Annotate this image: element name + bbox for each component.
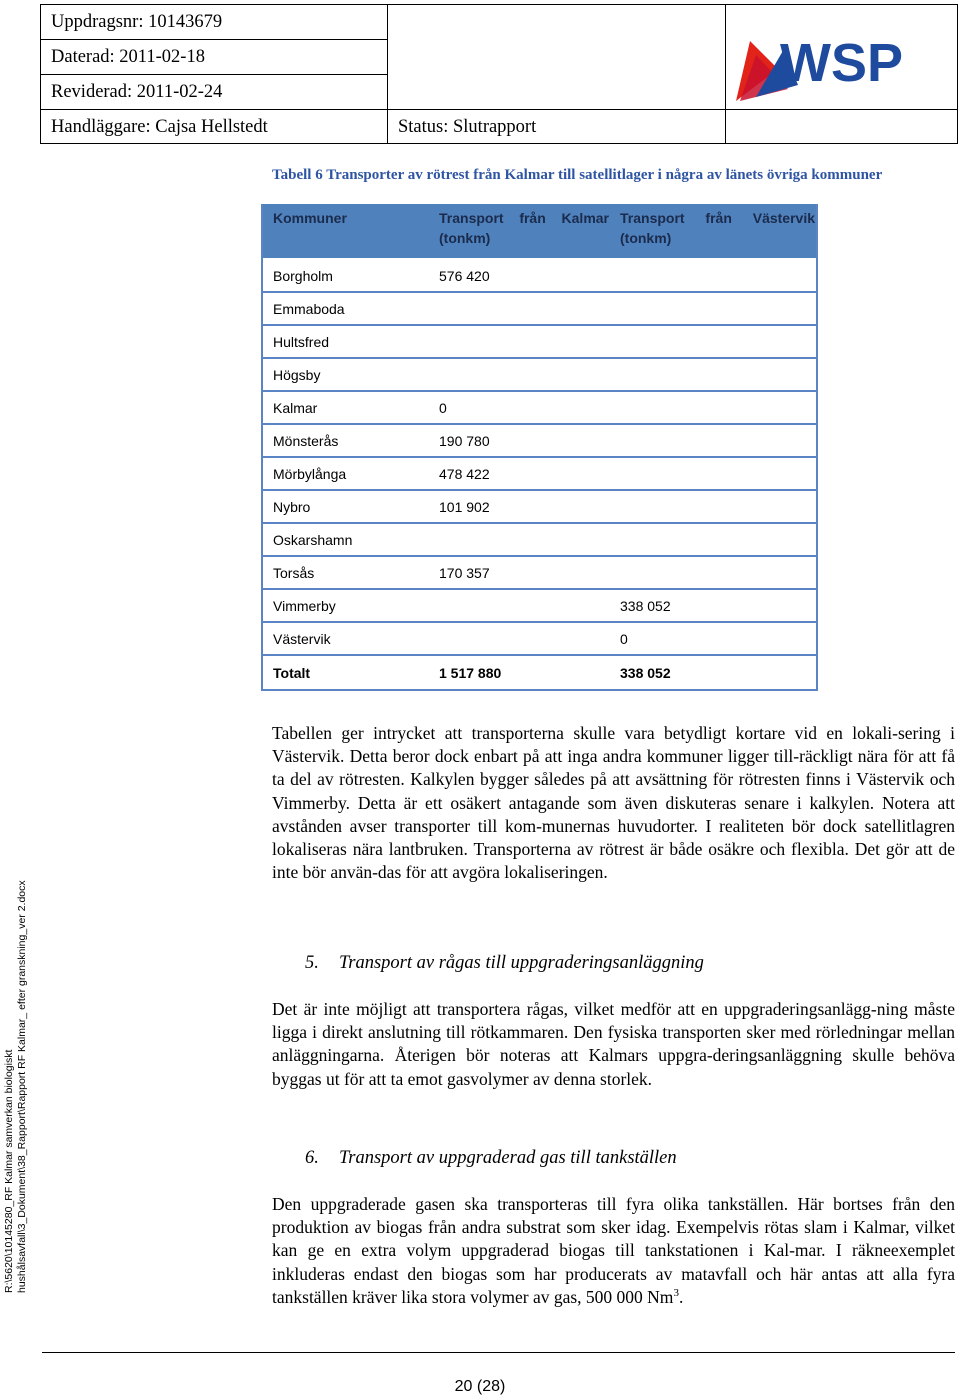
document-header bbox=[40, 4, 958, 144]
row-vastervik bbox=[620, 293, 815, 324]
row-vastervik bbox=[620, 458, 815, 489]
table-row bbox=[263, 491, 816, 524]
row-name: Mönsterås bbox=[273, 432, 339, 449]
row-vastervik bbox=[620, 359, 815, 390]
file-path-line-1: R:\5620\10145280_RF Kalmar samverkan biologiskt bbox=[3, 1049, 15, 1293]
row-kalmar bbox=[439, 524, 609, 555]
total-vastervik: 338 052 bbox=[620, 664, 671, 681]
table-caption: Tabell 6 Transporter av rötrest från Kalmar till satellitlager i några av länets övriga kommuner bbox=[272, 167, 883, 183]
section-5-number: 5. bbox=[305, 953, 319, 973]
paragraph-table-discussion: Tabellen ger intrycket att transporterna skulle vara betydligt kortare vid en lokali-sering i Västervik. Detta beror dock enbart på att inga andra kommuner ligger till-räckligt nära för att få ta del av rötresten. Kalkylen bygger således på att avsättning för rötresten finns i Västervik och Vimmerby. Detta är ett osäkert antagande som även diskuteras senare i kalkylen. Notera att avstånden avser transporter till kom-munernas huvudorter. I realiteten bör dock satellitlagren lokaliseras nära lantbruken. Transporterna av rötrest är både osäkre och flexibla. Det gör att de inte bör använ-das för att avgöra lokaliseringen. bbox=[272, 723, 955, 883]
wsp-logo-icon bbox=[726, 5, 957, 110]
total-kalmar: 1 517 880 bbox=[439, 664, 502, 681]
row-kalmar: 170 357 bbox=[439, 564, 490, 581]
logo-text: WSP bbox=[780, 33, 904, 93]
row-vastervik: 338 052 bbox=[620, 597, 671, 614]
paragraph-upgraded-gas bbox=[272, 1193, 955, 1309]
revised: Reviderad: 2011-02-24 bbox=[41, 75, 388, 110]
row-kalmar: 0 bbox=[439, 399, 447, 416]
row-kalmar: 576 420 bbox=[439, 267, 490, 284]
row-name: Nybro bbox=[273, 498, 311, 515]
row-kalmar bbox=[439, 590, 609, 621]
row-name: Vimmerby bbox=[273, 597, 336, 614]
row-vastervik bbox=[620, 557, 815, 588]
table-row bbox=[263, 392, 816, 425]
row-kalmar bbox=[439, 326, 609, 357]
row-vastervik bbox=[620, 392, 815, 423]
row-vastervik bbox=[620, 491, 815, 522]
table-row bbox=[263, 623, 816, 656]
row-kalmar: 190 780 bbox=[439, 432, 490, 449]
section-6-number: 6. bbox=[305, 1148, 319, 1168]
table-row bbox=[263, 260, 816, 293]
table-total-row bbox=[263, 656, 816, 689]
table-header-row bbox=[263, 204, 816, 260]
section-5-title: Transport av rågas till uppgraderingsanläggning bbox=[339, 953, 704, 973]
table-row bbox=[263, 590, 816, 623]
transport-table bbox=[261, 204, 818, 691]
table-row bbox=[263, 524, 816, 557]
table-row bbox=[263, 359, 816, 392]
table-row bbox=[263, 326, 816, 359]
row-vastervik bbox=[620, 524, 815, 555]
footer-divider bbox=[42, 1352, 955, 1353]
header-from-vastervik: Transport från Västervik (tonkm) bbox=[620, 210, 815, 246]
paragraph-upgraded-gas-text: Den uppgraderade gasen ska transporteras till fyra olika tankställen. Här bortses från den produktion av biogas från andra substrat som sker idag. Exempelvis rötas slam i Kalmar, vilket kan ge en extra volym uppgraderad biogas till tankstationen i Kal-mar. I räkneexemplet inkluderas endast den biogas som har producerats av matavfall och här antas att alla fyra tankställen kräver lika stora volymer av gas, 500 000 Nm bbox=[272, 1194, 955, 1307]
row-kalmar bbox=[439, 359, 609, 390]
period: . bbox=[678, 1286, 684, 1307]
row-name: Torsås bbox=[273, 564, 315, 581]
row-name: Västervik bbox=[273, 630, 331, 647]
dated: Daterad: 2011-02-18 bbox=[41, 40, 388, 75]
row-name: Mörbylånga bbox=[273, 465, 347, 482]
row-name: Oskarshamn bbox=[273, 531, 353, 548]
handler: Handläggare: Cajsa Hellstedt bbox=[41, 110, 388, 144]
assignment-number: Uppdragsnr: 10143679 bbox=[41, 5, 388, 40]
row-kalmar: 478 422 bbox=[439, 465, 490, 482]
row-name: Borgholm bbox=[273, 267, 333, 284]
row-vastervik bbox=[620, 260, 815, 291]
table-row bbox=[263, 293, 816, 326]
row-vastervik: 0 bbox=[620, 630, 628, 647]
row-kalmar bbox=[439, 623, 609, 654]
table-row bbox=[263, 425, 816, 458]
row-name: Kalmar bbox=[273, 399, 318, 416]
section-5-heading bbox=[305, 953, 704, 974]
wsp-logo bbox=[726, 5, 957, 110]
row-vastervik bbox=[620, 425, 815, 456]
row-name: Hultsfred bbox=[273, 333, 330, 350]
header-kommuner: Kommuner bbox=[273, 210, 347, 226]
superscript-3: 3 bbox=[673, 1286, 679, 1299]
total-label: Totalt bbox=[273, 664, 311, 681]
row-name: Emmaboda bbox=[273, 300, 345, 317]
header-from-kalmar: Transport från Kalmar (tonkm) bbox=[439, 210, 609, 246]
paragraph-raw-gas: Det är inte möjligt att transportera rågas, vilket medför att en uppgraderingsanlägg-ning måste ligga i direkt anslutning till rötkammaren. Den fysiska transporten sker med rörledningar mellan anläggningarna. Återigen bör noteras att Kalmars uppgra-deringsanläggning skulle behöva byggas ut för att ta emot gasvolymer av denna storlek. bbox=[272, 999, 955, 1089]
section-6-heading bbox=[305, 1148, 677, 1169]
header-blank-cell bbox=[388, 5, 726, 110]
status: Status: Slutrapport bbox=[388, 110, 726, 144]
row-vastervik bbox=[620, 326, 815, 357]
row-name: Högsby bbox=[273, 366, 321, 383]
row-kalmar: 101 902 bbox=[439, 498, 490, 515]
table-row bbox=[263, 557, 816, 590]
table-row bbox=[263, 458, 816, 491]
file-path-sidebar bbox=[3, 880, 29, 1293]
file-path-line-2: hushålsavfall\3_Dokument\38_Rapport\Rapport RF Kalmar_ efter granskning_ver 2.docx bbox=[16, 880, 28, 1293]
page-number: 20 (28) bbox=[454, 1378, 506, 1395]
header-empty-cell bbox=[726, 110, 957, 144]
section-6-title: Transport av uppgraderad gas till tankställen bbox=[339, 1148, 677, 1168]
row-kalmar bbox=[439, 293, 609, 324]
